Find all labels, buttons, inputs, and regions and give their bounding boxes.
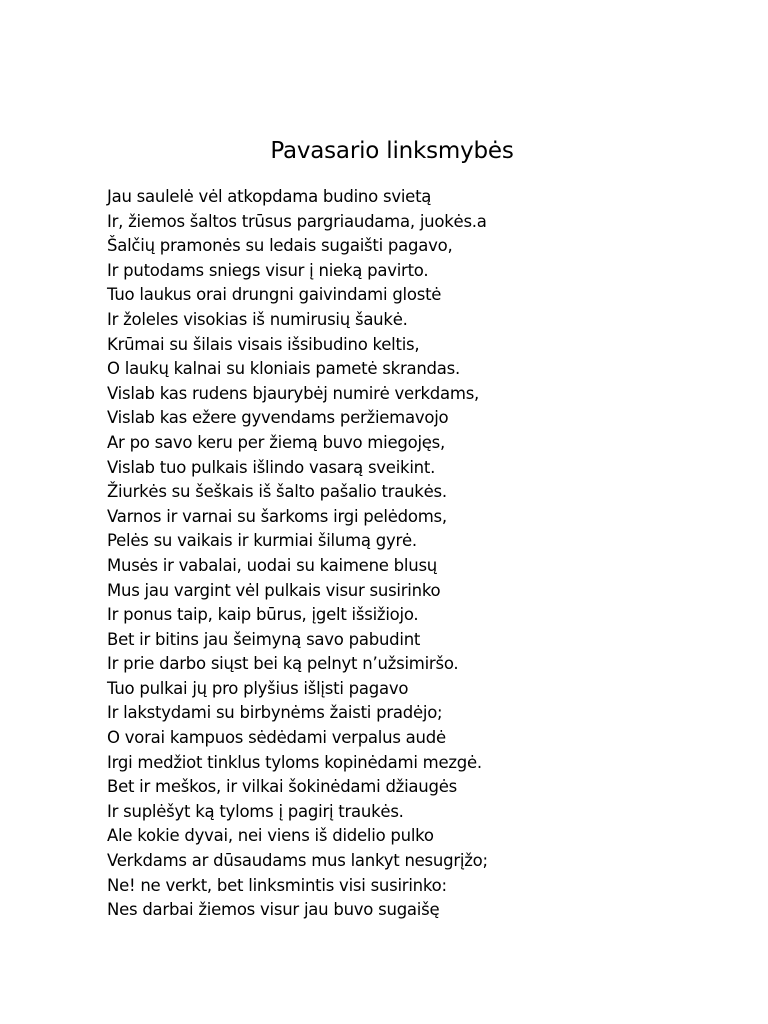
- poem-line: Irgi medžiot tinklus tyloms kopinėdami mezgė.: [107, 752, 482, 772]
- poem-line: Ale kokie dyvai, nei viens iš didelio pulko: [107, 826, 434, 846]
- poem-line: Vislab kas rudens bjaurybėj numirė verkdams,: [107, 383, 480, 403]
- poem-line: O laukų kalnai su kloniais pametė skrandas.: [107, 359, 460, 379]
- poem-line: Žiurkės su šeškais iš šalto pašalio traukės.: [107, 482, 447, 502]
- poem-line: Vislab kas ežere gyvendams peržiemavojo: [107, 408, 449, 428]
- poem-line: Vislab tuo pulkais išlindo vasarą sveikint.: [107, 457, 436, 477]
- poem-line: Ar po savo keru per žiemą buvo miegojęs,: [107, 432, 446, 452]
- poem-line: Ne! ne verkt, bet linksmintis visi susirinko:: [107, 875, 447, 895]
- poem-line: Ir lakstydami su birbynėms žaisti pradėjo;: [107, 703, 443, 723]
- poem-line: Bet ir meškos, ir vilkai šokinėdami džiaugės: [107, 777, 457, 797]
- poem-line: Ir suplėšyt ką tyloms į pagirį traukės.: [107, 801, 404, 821]
- poem-line: Tuo laukus orai drungni gaivindami glostė: [107, 285, 442, 305]
- poem-line: Jau saulelė vėl atkopdama budino svietą: [107, 187, 432, 206]
- poem-line: Ir putodams sniegs visur į nieką pavirto.: [107, 260, 429, 280]
- poem-line: Šalčių pramonės su ledais sugaišti pagavo,: [107, 236, 453, 256]
- poem-title: Pavasario linksmybės: [270, 138, 514, 164]
- poem-line: Ir, žiemos šaltos trūsus pargriaudama, juokės.a: [107, 211, 487, 231]
- poem-line: Verkdams ar dūsaudams mus lankyt nesugrįžo;: [107, 851, 488, 871]
- poem-line: O vorai kampuos sėdėdami verpalus audė: [107, 728, 446, 748]
- poem-line: Ir prie darbo siųst bei ką pelnyt n’užsimiršo.: [107, 654, 459, 674]
- poem-line: Mus jau vargint vėl pulkais visur susirinko: [107, 580, 441, 600]
- poem-line: Ir žoleles visokias iš numirusių šaukė.: [107, 309, 408, 329]
- poem-body: [107, 185, 488, 923]
- poem-line: Pelės su vaikais ir kurmiai šilumą gyrė.: [107, 531, 417, 551]
- poem-line: Varnos ir varnai su šarkoms irgi pelėdoms,: [107, 506, 447, 526]
- poem-line: Musės ir vabalai, uodai su kaimene blusų: [107, 555, 437, 575]
- poem-line: Tuo pulkai jų pro plyšius išlįsti pagavo: [107, 678, 409, 698]
- poem-line: Ir ponus taip, kaip būrus, įgelt išsižiojo.: [107, 605, 419, 625]
- poem-line: Krūmai su šilais visais išsibudino keltis,: [107, 334, 420, 354]
- poem-line: Bet ir bitins jau šeimyną savo pabudint: [107, 629, 421, 649]
- poem-line: Nes darbai žiemos visur jau buvo sugaišę: [107, 900, 440, 920]
